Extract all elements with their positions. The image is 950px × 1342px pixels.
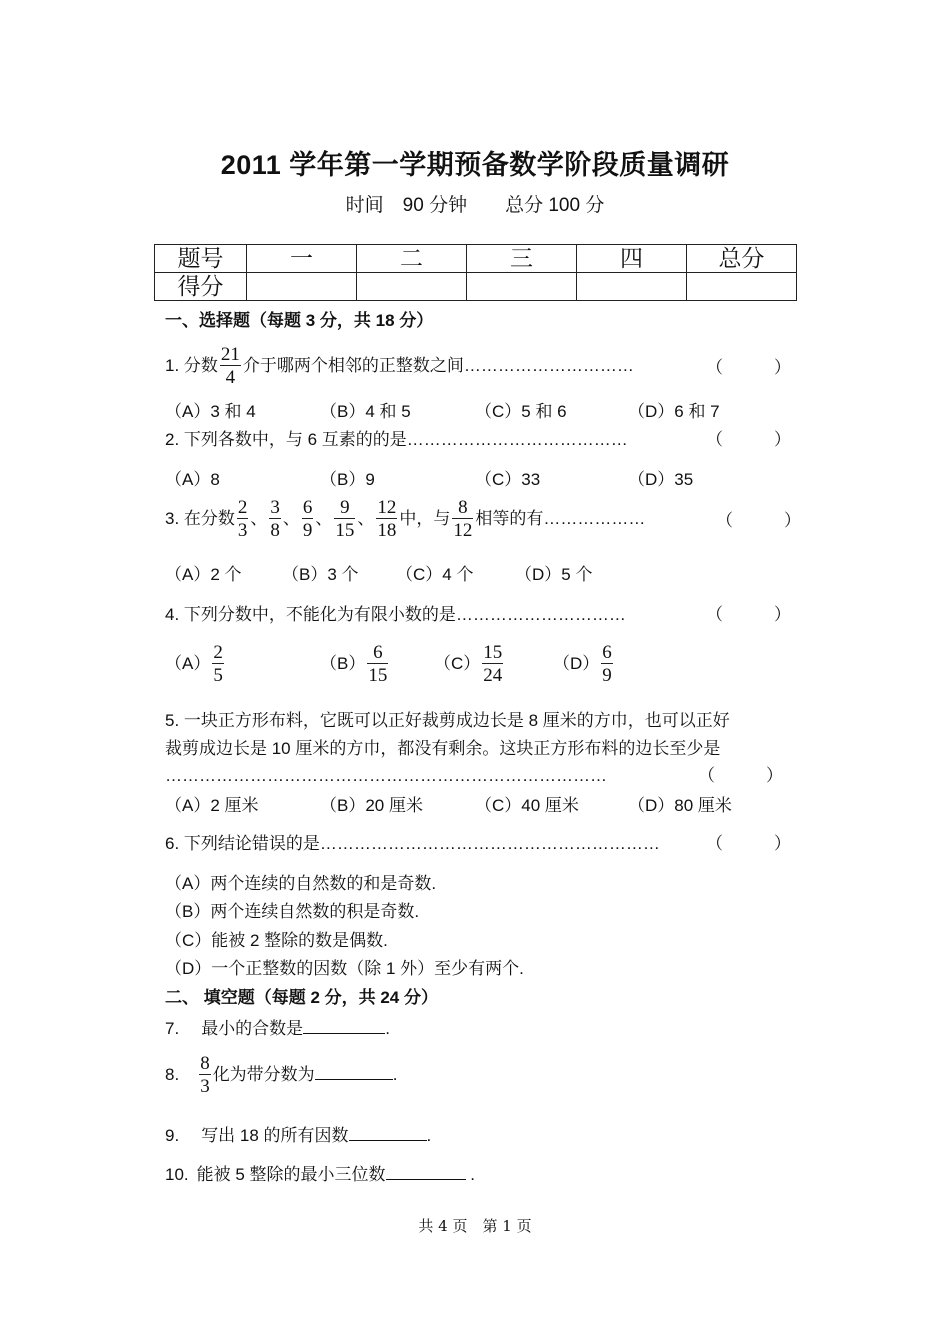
score-table-cell: 题号: [155, 245, 247, 273]
question-5-line-2: 裁剪成边长是 10 厘米的方巾，都没有剩余。这块正方形布料的边长至少是: [165, 739, 721, 758]
fraction-denominator: 9: [602, 665, 612, 686]
question-text: 能被 5 整除的最小三位数: [196, 1165, 386, 1184]
option-a[interactable]: [165, 643, 226, 686]
question-number: 7.: [165, 1019, 180, 1038]
page-title: 2011 学年第一学期预备数学阶段质量调研: [220, 150, 730, 180]
score-entry-cell[interactable]: [247, 273, 357, 301]
option-a[interactable]: （A）3 和 4: [165, 402, 256, 421]
question-text: 中，与: [399, 508, 451, 528]
separator: 、: [357, 508, 375, 528]
score-table-cell: 得分: [155, 273, 247, 301]
fraction: [367, 643, 388, 686]
option-b[interactable]: （B）两个连续自然数的积是奇数.: [165, 902, 420, 921]
fraction-numerator: 8: [458, 497, 468, 518]
option-a[interactable]: （A）2 厘米: [165, 796, 259, 815]
question-number: 9.: [165, 1126, 180, 1145]
answer-paren[interactable]: （ ）: [706, 430, 791, 449]
fraction-numerator: 2: [213, 642, 223, 663]
option-a[interactable]: （A）2 个: [165, 565, 242, 584]
fraction-denominator: 9: [302, 520, 313, 541]
question-5-line-1: 5. 一块正方形布料，它既可以正好裁剪成边长是 8 厘米的方巾，也可以正好: [165, 711, 730, 730]
question-text: 最小的合数是: [201, 1019, 304, 1038]
answer-blank[interactable]: [315, 1061, 393, 1080]
option-label: （A）: [165, 653, 211, 673]
option-b[interactable]: （B）4 和 5: [320, 402, 411, 421]
question-8: [165, 1054, 397, 1097]
option-d[interactable]: [553, 643, 615, 686]
answer-blank[interactable]: [349, 1122, 427, 1141]
question-end: .: [426, 1126, 432, 1145]
option-b[interactable]: （B）9: [320, 470, 375, 489]
fraction-numerator: 12: [377, 497, 397, 518]
fraction: [220, 345, 241, 388]
option-label: （D）: [553, 653, 600, 673]
score-entry-cell[interactable]: [357, 273, 467, 301]
section-heading-choice: 一、选择题（每题 3 分，共 18 分）: [165, 311, 434, 330]
section-heading-fill: 二、 填空题（每题 2 分，共 24 分）: [165, 988, 438, 1007]
question-10: [165, 1161, 475, 1186]
fraction-numerator: 6: [373, 642, 383, 663]
option-c[interactable]: （C）5 和 6: [475, 402, 567, 421]
option-c[interactable]: （C）33: [475, 470, 541, 489]
fraction: [334, 498, 355, 541]
option-label: （C）: [434, 653, 481, 673]
score-entry-cell[interactable]: [467, 273, 577, 301]
answer-blank[interactable]: [303, 1015, 385, 1034]
fraction-numerator: 9: [340, 497, 350, 518]
separator: 、: [282, 508, 300, 528]
score-table: [154, 244, 797, 301]
option-a[interactable]: （A）8: [165, 470, 220, 489]
fraction-numerator: 21: [220, 344, 240, 365]
option-c[interactable]: [434, 643, 505, 686]
option-b[interactable]: （B）20 厘米: [320, 796, 423, 815]
fraction: [269, 498, 281, 541]
score-table-header-row: [155, 245, 797, 273]
option-c[interactable]: （C）40 厘米: [475, 796, 579, 815]
answer-blank[interactable]: [386, 1161, 466, 1180]
option-d[interactable]: （D）6 和 7: [628, 402, 720, 421]
fraction-numerator: 8: [200, 1053, 210, 1074]
answer-paren[interactable]: （ ）: [706, 834, 791, 853]
option-d[interactable]: （D）35: [628, 470, 694, 489]
question-text: 3. 在分数: [165, 508, 235, 528]
page-footer: 共 4 页 第 1 页: [418, 1217, 532, 1235]
answer-paren[interactable]: （ ）: [706, 358, 791, 377]
fraction-denominator: 12: [453, 520, 473, 541]
question-1: [165, 345, 634, 388]
question-text: 写出 18 的所有因数: [201, 1126, 349, 1145]
fraction-numerator: 15: [483, 642, 503, 663]
fraction-denominator: 15: [335, 520, 355, 541]
fraction-denominator: 3: [200, 1076, 210, 1097]
fraction-numerator: 2: [237, 497, 248, 518]
question-text: 相等的有………………: [475, 508, 646, 528]
fraction-denominator: 4: [220, 365, 241, 388]
question-7: [165, 1015, 390, 1040]
fraction-denominator: 18: [377, 520, 397, 541]
question-4: 4. 下列分数中，不能化为有限小数的是…………………………: [165, 605, 626, 624]
option-label: （B）: [320, 653, 366, 673]
fraction-numerator: 6: [302, 497, 313, 518]
score-entry-cell[interactable]: [577, 273, 687, 301]
question-end: .: [465, 1165, 475, 1184]
question-end: .: [385, 1019, 390, 1038]
score-table-cell: 三: [467, 245, 577, 273]
fraction-denominator: 8: [270, 520, 280, 541]
fraction: [376, 498, 397, 541]
score-table-score-row: [155, 273, 797, 301]
option-d[interactable]: （D）5 个: [515, 565, 593, 584]
fraction: [212, 643, 224, 686]
fraction: [482, 643, 503, 686]
fraction-denominator: 3: [237, 520, 248, 541]
question-2: 2. 下列各数中，与 6 互素的的是…………………………………: [165, 430, 628, 449]
score-table-cell: 二: [357, 245, 467, 273]
option-d[interactable]: （D）一个正整数的因数（除 1 外）至少有两个.: [165, 959, 524, 978]
fraction-numerator: 6: [602, 642, 612, 663]
fraction: [237, 498, 249, 541]
question-9: [165, 1122, 431, 1147]
fraction: [601, 643, 613, 686]
question-6: 6. 下列结论错误的是……………………………………………………: [165, 834, 660, 853]
option-b[interactable]: （B）3 个: [282, 565, 359, 584]
fraction: [452, 498, 473, 541]
fraction-denominator: 24: [483, 665, 503, 686]
fraction-numerator: 3: [270, 497, 280, 518]
question-text: 化为带分数为: [212, 1064, 315, 1084]
score-table-cell: 四: [577, 245, 687, 273]
exam-time-score: 时间 90 分钟 总分 100 分: [345, 195, 605, 216]
question-end: .: [392, 1064, 398, 1084]
fraction: [302, 498, 314, 541]
answer-paren[interactable]: （ ）: [706, 605, 791, 624]
question-number: 8.: [165, 1064, 180, 1084]
question-number: 10.: [165, 1165, 189, 1184]
option-c[interactable]: （C）能被 2 整除的数是偶数.: [165, 931, 388, 950]
answer-paren[interactable]: （ ）: [716, 511, 801, 530]
score-table-cell: 总分: [687, 245, 797, 273]
fraction-denominator: 5: [213, 665, 223, 686]
option-d[interactable]: （D）80 厘米: [628, 796, 732, 815]
question-3: [165, 498, 645, 541]
question-text: 1. 分数: [165, 355, 218, 375]
separator: 、: [315, 508, 333, 528]
question-text: 介于哪两个相邻的正整数之间…………………………: [242, 355, 634, 375]
option-b[interactable]: [320, 643, 390, 686]
option-c[interactable]: （C）4 个: [396, 565, 474, 584]
score-table-cell: 一: [247, 245, 357, 273]
fraction: [199, 1054, 211, 1097]
question-5-line-3: ……………………………………………………………………: [165, 766, 607, 785]
separator: 、: [250, 508, 268, 528]
answer-paren[interactable]: （ ）: [698, 766, 783, 785]
fraction-denominator: 15: [368, 665, 388, 686]
score-entry-cell[interactable]: [687, 273, 797, 301]
option-a[interactable]: （A）两个连续的自然数的和是奇数.: [165, 874, 437, 893]
